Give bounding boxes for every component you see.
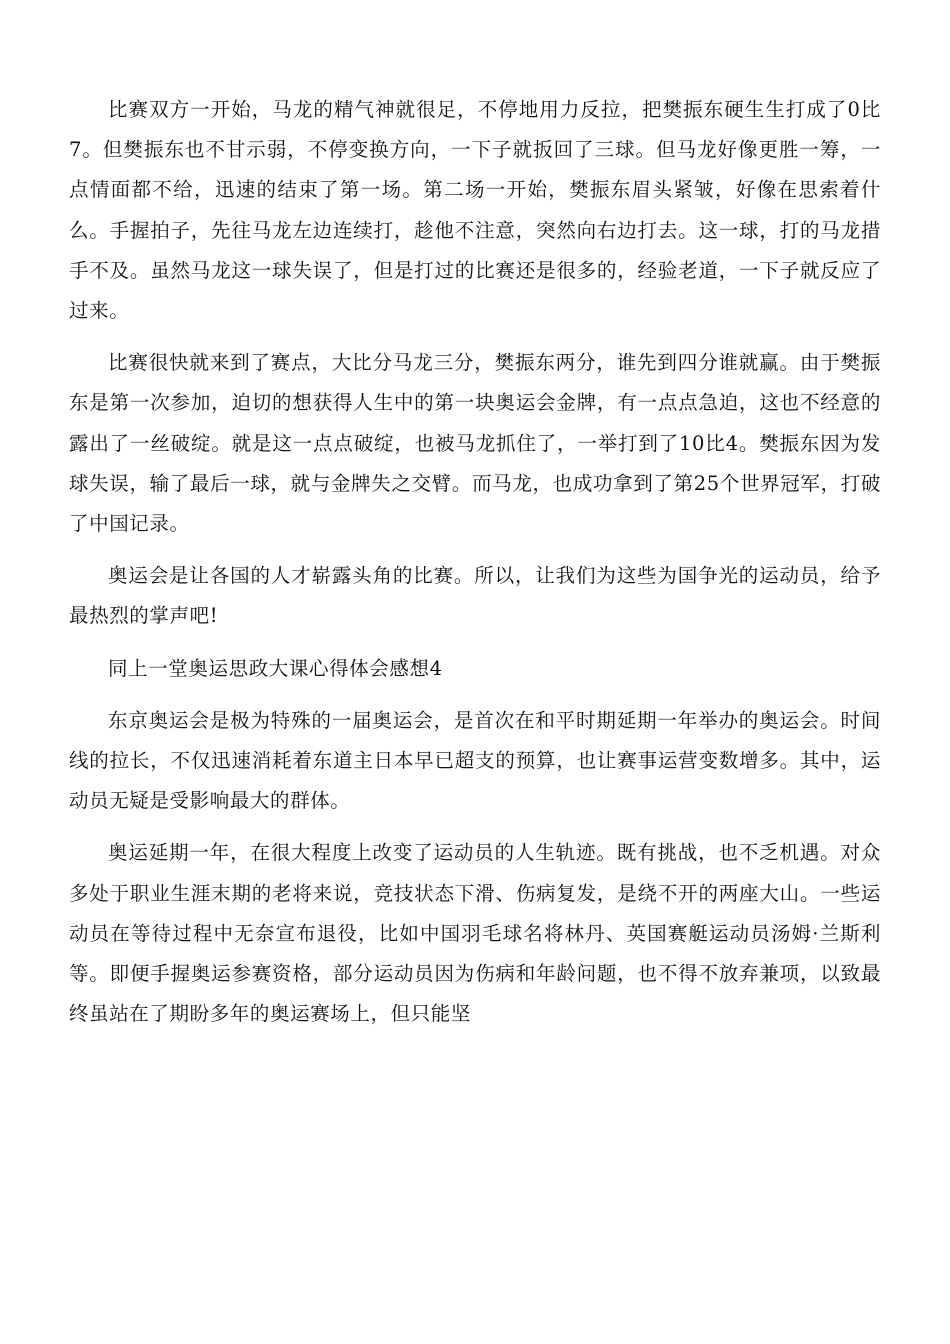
paragraph-match-start: 比赛双方一开始，马龙的精气神就很足，不停地用力反拉，把樊振东硬生生打成了0比7。但樊振东也不甘示弱，不停变换方向，一下子就扳回了三球。但马龙好像更胜一筹，一点情面都不给，迅速的结束了第一场。第二场一开始，樊振东眉头紧皱，好像在思索着什么。手握拍子，先往马龙左边连续打，趁他不注意，突然向右边打去。这一球，打的马龙措手不及。虽然马龙这一球失误了，但是打过的比赛还是很多的，经验老道，一下子就反应了过来。 (69, 98, 881, 323)
document-body (69, 90, 881, 1046)
paragraph-applause: 奥运会是让各国的人才崭露头角的比赛。所以，让我们为这些为国争光的运动员，给予最热烈的掌声吧! (69, 564, 881, 628)
section-heading: 同上一堂奥运思政大课心得体会感想4 (108, 656, 443, 680)
paragraph-postponement: 奥运延期一年，在很大程度上改变了运动员的人生轨迹。既有挑战，也不乏机遇。对众多处于职业生涯末期的老将来说，竞技状态下滑、伤病复发，是绕不开的两座大山。一些运动员在等待过程中无奈宣布退役，比如中国羽毛球名将林丹、英国赛艇运动员汤姆·兰斯利等。即便手握奥运参赛资格，部分运动员因为伤病和年龄问题，也不得不放弃兼项，以致最终虽站在了期盼多年的奥运赛场上，但只能坚 (69, 841, 881, 1026)
paragraph-match-point: 比赛很快就来到了赛点，大比分马龙三分，樊振东两分，谁先到四分谁就赢。由于樊振东是第一次参加，迫切的想获得人生中的第一块奥运会金牌，有一点点急迫，这也不经意的露出了一丝破绽。就是这一点点破绽，也被马龙抓住了，一举打到了10比4。樊振东因为发球失误，输了最后一球，就与金牌失之交臂。而马龙，也成功拿到了第25个世界冠军，打破了中国记录。 (69, 351, 881, 536)
paragraph-tokyo-olympics: 东京奥运会是极为特殊的一届奥运会，是首次在和平时期延期一年举办的奥运会。时间线的拉长，不仅迅速消耗着东道主日本早已超支的预算，也让赛事运营变数增多。其中，运动员无疑是受影响最大的群体。 (69, 708, 881, 813)
